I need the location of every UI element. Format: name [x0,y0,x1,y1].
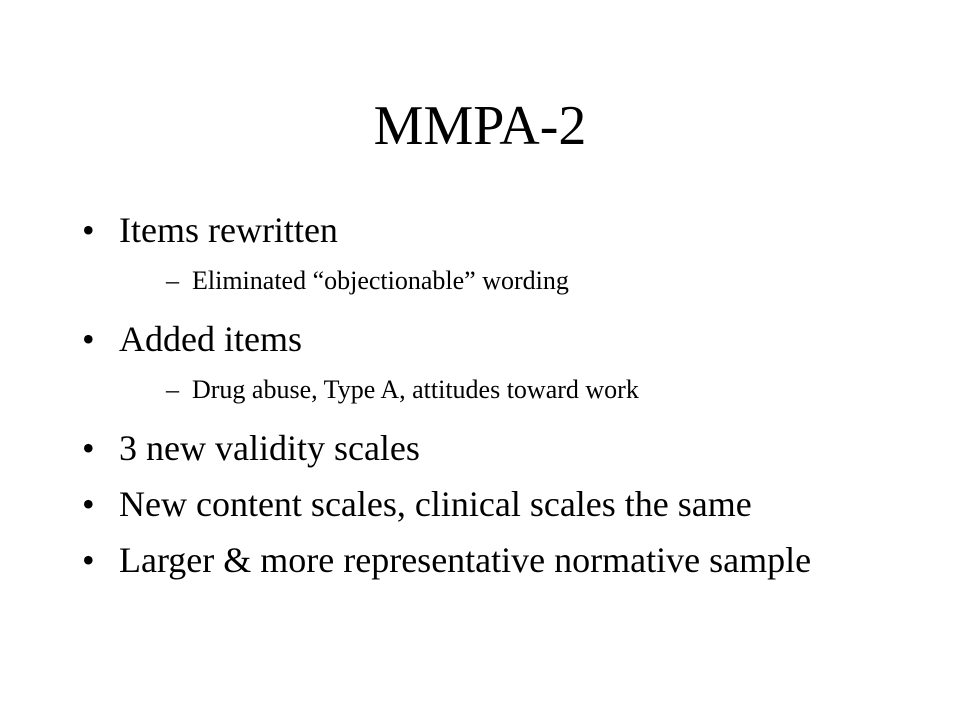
bullet-text: Larger & more representative normative sample [119,540,812,580]
bullet-text: 3 new validity scales [119,428,420,468]
bullet-marker: • [82,319,95,359]
bullet-text: Items rewritten [119,210,338,250]
bullet-marker: • [82,210,95,250]
dash-marker: – [166,266,179,295]
bullet-list [82,210,902,596]
bullet-item [82,540,902,580]
bullet-text: New content scales, clinical scales the same [119,484,752,524]
bullet-text: Added items [119,319,302,359]
bullet-item [82,428,902,468]
bullet-marker: • [82,540,95,580]
bullet-item [82,210,902,297]
bullet-item [82,484,902,524]
dash-marker: – [166,375,179,404]
bullet-item [82,319,902,406]
bullet-marker: • [82,428,95,468]
sub-bullet-item [119,265,902,297]
sub-bullet-text: Eliminated “objectionable” wording [192,266,569,295]
sub-bullet-text: Drug abuse, Type A, attitudes toward work [192,375,639,404]
slide-title: MMPA-2 [373,95,587,157]
bullet-marker: • [82,484,95,524]
sub-bullet-item [119,374,902,406]
